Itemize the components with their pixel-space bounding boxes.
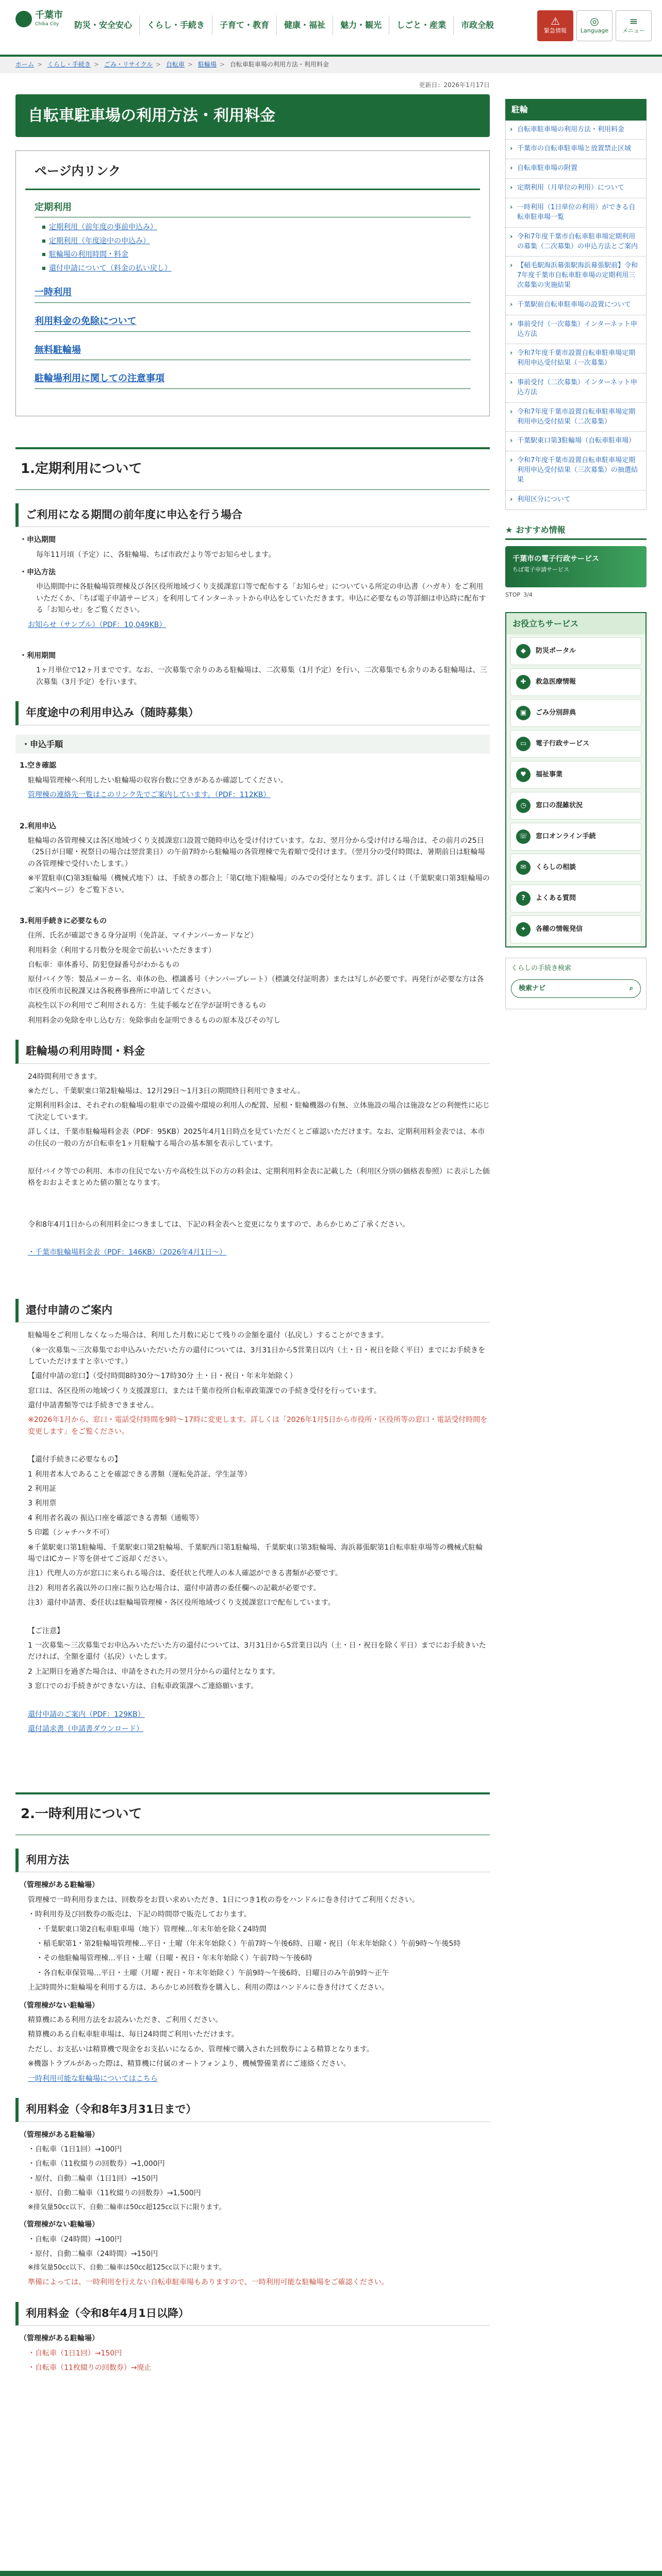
banner-sub: ちば電子申請サービス xyxy=(512,566,569,573)
clock-icon: ◷ xyxy=(516,799,531,813)
step2-note: ※平置駐車(C)第3駐輪場（機械式地下）は、手続きの都合上「第C(地下)駐輪場」のみでの受付となります。詳しくは（千葉駅東口第3駐輪場のご案内ページ）をご覧下さい。 xyxy=(28,874,490,894)
refund-guide-link[interactable]: 還付申請のご案内（PDF：129KB） xyxy=(28,1710,145,1719)
sidebar-list xyxy=(505,121,647,510)
alert-icon: ⚠ xyxy=(551,15,560,28)
language-button[interactable] xyxy=(576,10,613,41)
fee-warning: 準備によっては、一時利用を行えない自転車駐車場もありますので、一時利用可能な駐輪場をご確認ください。 xyxy=(28,2278,389,2287)
sidebar-heading: 駐輪 xyxy=(505,99,647,121)
refund-req-1: 1 利用者本人であることを確認できる書類（運転免許証、学生証等） xyxy=(28,1470,252,1479)
fee-with-office: （管理棟がある駐輪場） xyxy=(20,2130,99,2139)
refund-caution-2: 2 上記期日を過ぎた場合は、申請をされた月の翌月分からの還付となります。 xyxy=(28,1667,280,1676)
fee-until-heading: 利用料金（令和8年3月31日まで） xyxy=(15,2098,490,2122)
search-icon: ⌕ xyxy=(629,984,633,992)
temp-text-11: ※機器トラブルがあった際は、精算機に付属のオートフォンより、機械警備業者にご連絡ください。 xyxy=(28,2060,351,2069)
breadcrumb-home[interactable]: ホーム xyxy=(15,61,35,68)
service-label: 窓口オンライン手続 xyxy=(536,833,596,841)
banner-pager xyxy=(505,590,647,600)
sidebar-item[interactable]: › 千葉市の自転車駐車場と放置禁止区域 xyxy=(506,140,646,159)
heart-icon: ♥ xyxy=(516,768,531,782)
service-egov[interactable] xyxy=(510,730,641,758)
search-navi-button[interactable] xyxy=(511,979,641,998)
breadcrumb-parking[interactable]: 駐輪場 xyxy=(197,61,217,68)
sidebar-item[interactable]: › 千葉駅前自転車駐車場の設置について xyxy=(506,296,646,315)
refund-note-1: 注1）代理人の方が窓口に来られる場合は、委任状と代理人の本人確認ができる書類が必要です。 xyxy=(28,1569,342,1578)
sidebar-item[interactable]: › 令和7年度千葉市設置自転車駐車場定期利用申込受付結果（一次募集） xyxy=(506,344,646,374)
fee-item-1: ・自転車（1日1回）→100円 xyxy=(28,2145,122,2154)
temp-text-4: ・稲毛駅第1・第2駐輪場管理棟…平日・土曜（年末年始除く）午前7時～午後6時、日曜・祝日（年末年始除く）午前9時～午後5時 xyxy=(36,1940,461,1948)
fee-item-4: ・原付、自動二輪車（11枚綴りの回数券）→1,500円 xyxy=(28,2189,201,2198)
hours-text-5: 原付バイク等での利用、本市の住民でない方や高校生以下の方の料金は、定期利用料金表に記載した（利用区分別の価格表参照）に表示した価格をおおよそまとめた値の額となります。 xyxy=(28,1167,490,1188)
globe-icon: ◎ xyxy=(590,15,599,28)
service-label: 各種の情報発信 xyxy=(536,925,583,934)
refund-req-4: 4 利用者名義の 振込口座を確認できる書類（通帳等） xyxy=(28,1514,203,1522)
link-hours-fees[interactable]: 駐輪場の利用時間・料金 xyxy=(49,250,128,259)
service-label: ごみ分別辞典 xyxy=(536,709,576,717)
fee-from-heading: 利用料金（令和8年4月1日以降） xyxy=(15,2302,490,2326)
office-list-link[interactable]: 管理棟の連絡先一覧はこのリンク先でご案内しています。（PDF：112KB） xyxy=(28,791,271,800)
section-temporary-heading: 2.一時利用について xyxy=(15,1792,490,1835)
gnav-item-government[interactable]: 市政全般 xyxy=(461,20,494,30)
global-nav xyxy=(67,15,501,35)
refund-req-3: 3 利用票 xyxy=(28,1499,57,1508)
computer-icon: ▭ xyxy=(516,737,531,751)
link-regular-midyear[interactable]: 定期利用（年度途中の申込み） xyxy=(49,236,150,245)
breadcrumb: ホーム > くらし・手続き > ごみ・リサイクル > 自転車 > 駐輪場 > 自転車駐車場の利用方法・利用料金 xyxy=(0,57,662,73)
links-group-regular: 定期利用 xyxy=(35,200,471,218)
sidebar-item[interactable]: › 自転車駐車場の附置 xyxy=(506,159,646,179)
updated-date: 更新日：2026年1月17日 xyxy=(419,81,490,89)
breadcrumb-recycle[interactable]: ごみ・リサイクル xyxy=(104,61,153,68)
step3-heading: 3.利用手続きに必要なもの xyxy=(20,917,107,925)
refund-text-1: 駐輪場をご利用しなくなった場合は、利用した月数に応じて残りの金額を還付（払戻し）することができます。 xyxy=(28,1331,388,1340)
services-heading: お役立ちサービス xyxy=(506,613,646,635)
service-label: 救急医療情報 xyxy=(536,678,576,686)
hours-text-3: 定期利用料金は、それぞれの駐輪場の駐車での設備や環境の利用人の配置、屋根・駐輪機器の有無、立体施設の場合は施設などの利便性に応じて決定しています。 xyxy=(28,1101,490,1122)
cross-icon: ✚ xyxy=(516,675,531,689)
megaphone-icon: ✦ xyxy=(516,922,531,937)
sidebar-item[interactable]: › 【稲毛駅海浜幕張駅海浜幕張駅前】令和7年度千葉市自転車駐車場の定期利用三次募集の実施結果 xyxy=(506,257,646,296)
gnav-item-industry[interactable]: しごと・産業 xyxy=(389,15,454,35)
service-consult[interactable] xyxy=(510,854,641,882)
sidebar-item[interactable]: › 令和7年度千葉市設置自転車駐車場定期利用申込受付結果（三次募集）の抽選結果 xyxy=(506,451,646,490)
refund-req-head: 【還付手続きに必要なもの】 xyxy=(28,1455,122,1464)
link-notes[interactable]: 駐輪場利用に関しての注意事項 xyxy=(35,371,471,389)
req-fee: 利用料金（利用する月数分を現金で前払いいただきます） xyxy=(28,946,216,955)
menu-icon: ≡ xyxy=(629,15,638,28)
gnav-item-safety[interactable]: 防災・安全安心 xyxy=(67,15,140,35)
use-period-label: ・利用期間 xyxy=(20,652,56,660)
breadcrumb-bicycle[interactable]: 自転車 xyxy=(166,61,185,68)
services-box xyxy=(505,612,647,948)
pager-count: 3/4 xyxy=(523,591,533,599)
service-queue[interactable] xyxy=(510,792,641,820)
refund-text-5: 還付申請書類等では手続きできません。 xyxy=(28,1401,158,1410)
service-faq[interactable] xyxy=(510,885,641,912)
hours-text-2: ※ただし、千葉駅東口第2駐輪場は、12月29日～1月3日の期間終日利用できません。 xyxy=(28,1087,305,1096)
service-emergency[interactable] xyxy=(510,668,641,696)
step1-heading: 1.空き確認 xyxy=(20,761,57,770)
service-info[interactable] xyxy=(510,916,641,943)
req-id: 住所、氏名が確認できる身分証明（免許証、マイナンバーカードなど） xyxy=(28,931,258,940)
sidebar-item[interactable]: › 事前受付（一次募集）インターネット申込方法 xyxy=(506,315,646,345)
temp-text-10: ただし、お支払いは精算機で現金をお支払いになるか、管理棟で購入された回数券による精算となります。 xyxy=(28,2045,374,2054)
menu-button[interactable] xyxy=(616,10,652,41)
refund-text-3: 【還付申請の窓口】（受付時間8時30分～17時30分 土・日・祝日・年末年始除く） xyxy=(28,1372,297,1381)
site-logo[interactable] xyxy=(15,10,63,28)
fee-new-item-2: ・自転車（11枚綴りの回数券）→廃止 xyxy=(28,2364,152,2372)
temp-text-6: ・各自転車保管場…平日・土曜（月曜・祝日・年末年始除く）午前9時～午後6時、日曜日のみ午前9時～正午 xyxy=(36,1969,389,1977)
sample-pdf-link[interactable]: お知らせ（サンプル）（PDF：10,049KB） xyxy=(28,620,167,629)
logo-sub: Chiba City xyxy=(35,21,59,27)
fee-table-link[interactable]: ・千葉市駐輪場料金表（PDF：146KB）（2026年4月1日～） xyxy=(28,1248,227,1257)
prior-year-heading: ご利用になる期間の前年度に申込を行う場合 xyxy=(15,503,490,528)
service-label: 防災ポータル xyxy=(536,647,576,655)
emergency-button[interactable] xyxy=(537,10,573,41)
sidebar-item[interactable]: › 定期利用（月単位の利用）について xyxy=(506,179,646,198)
refund-ic-note: ※千葉駅東口第1駐輪場、千葉駅東口第2駐輪場、千葉駅西口第1駐輪場、千葉駅東口第3駐輪場、海浜幕張駅第1自転車駐車場等の機械式駐輪場ではICカード等を併せてご返却ください。 xyxy=(28,1543,483,1563)
service-label: 電子行政サービス xyxy=(536,740,590,748)
hours-text-6: 令和8年4月1日からの利用料金につきましては、下記の料金表へと変更になりますので、あらかじめご了承ください。 xyxy=(28,1220,410,1229)
gnav-item-living[interactable]: くらし・手続き xyxy=(140,15,212,35)
step1-text: 駐輪場管理棟へ利用したい駐輪場の収容台数に空きがあるか確認してください。 xyxy=(28,776,288,785)
recommend-section xyxy=(505,523,647,600)
fee-note-2: ※排気量50cc以下、自動二輪車は50cc超125cc以下に限ります。 xyxy=(28,2264,226,2272)
method-label: ・申込方法 xyxy=(20,568,56,577)
refund-req-2: 2 利用証 xyxy=(28,1485,57,1494)
pager-stop-button[interactable]: STOP xyxy=(505,591,520,599)
refund-caution-head: 【ご注意】 xyxy=(28,1626,64,1635)
phone-icon: ☏ xyxy=(516,829,531,844)
procedure-search xyxy=(505,958,647,1009)
fee-item-6: ・原付、自動二輪車（24時間）→150円 xyxy=(28,2250,158,2259)
recommend-title: おすすめ情報 xyxy=(516,524,566,535)
star-icon: ★ xyxy=(505,524,513,535)
sidebar-item[interactable]: › 利用区分について xyxy=(506,490,646,510)
link-refund[interactable]: 還付申請について（料金の払い戻し） xyxy=(49,264,172,273)
sidebar-item[interactable]: › 自転車駐車場の利用方法・利用料金 xyxy=(506,121,646,140)
refund-caution-3: 3 窓口でのお手続きができない方は、自転車政策課へご連絡願います。 xyxy=(28,1682,258,1691)
link-temporary[interactable]: 一時利用 xyxy=(35,285,471,303)
step2-text: 駐輪場の各管理棟又は各区地域づくり支援課窓口設置で随時申込を受け付けています。なお、翌月分から受け付ける場合は、その前月の25日（25日が日曜・祝祭日の場合は翌営業日）の午前7時から駐輪場の各管理棟で先着順で受付けます。（翌月分の受付時間は、暑期前日は駐輪場の各管理棟で受付いたします。） xyxy=(28,836,485,868)
service-label: よくある質問 xyxy=(536,894,576,903)
service-welfare[interactable] xyxy=(510,761,641,789)
e-gov-banner[interactable] xyxy=(505,546,647,587)
period-text: 毎年11月頃（予定）に、各駐輪場、ちば市政だより等でお知らせします。 xyxy=(36,550,276,559)
service-disaster[interactable] xyxy=(510,637,641,665)
temp-text-9: 精算機のある自転車駐車場は、毎日24時間ご利用いただけます。 xyxy=(28,2030,239,2039)
page-links-box xyxy=(15,150,490,416)
req-exempt: 利用料金の免除を申し込む方：免除事由を証明できるものの原本及びその写し xyxy=(28,1016,280,1025)
temp-without-office: （管理棟がない駐輪場） xyxy=(20,2001,99,2010)
refund-note-3: 注3）還付申請書、委任状は駐輪場管理棟・各区役所地域づくり支援課窓口で配布しています。 xyxy=(28,1599,335,1607)
emergency-label: 緊急情報 xyxy=(544,27,567,35)
procedure-heading: ・申込手順 xyxy=(15,735,490,754)
use-period-text: 1ヶ月単位で12ヶ月までです。なお、一次募集で余りのある駐輪場は、二次募集（1月予定）を行い、二次募集でも余りのある駐輪場は、三次募集（3月予定）を行います。 xyxy=(36,666,487,686)
link-free-parking[interactable]: 無料駐輪場 xyxy=(35,343,471,361)
sidebar-item[interactable]: › 令和7年度千葉市自転車駐車場定期利用の募集（二次募集）の申込方法とご案内 xyxy=(506,228,646,257)
breadcrumb-current: 自転車駐車場の利用方法・利用料金 xyxy=(229,61,329,68)
temp-available-link[interactable]: 一時利用可能な駐輪場についてはこちら xyxy=(28,2074,158,2083)
method-text: 申込期間中に各駐輪場管理棟及び各区役所地域づくり支援課窓口等で配布する「お知らせ」についている所定の申込書（ハガキ）をご利用いただくか、「ちば電子申請サービス」を利用してインターネットから申込をしていただきます。申込に必要なもの等詳細は申込時に配布する「お知らせ」をご覧ください。 xyxy=(36,583,486,615)
shield-icon: ◆ xyxy=(516,644,531,658)
service-label: 福祉事業 xyxy=(536,771,563,779)
temp-with-office: （管理棟がある駐輪場） xyxy=(20,1881,99,1890)
temp-text-3: ・千葉駅東口第2自転車駐車場（地下）管理棟…年末年始を除く24時間 xyxy=(36,1925,267,1934)
link-exemption[interactable]: 利用料金の免除について xyxy=(35,314,471,332)
gnav-item-education[interactable]: 子育て・教育 xyxy=(212,15,277,35)
req-student: 高校生以下の利用でご利用される方：生徒手帳など在学が証明できるもの xyxy=(28,1002,266,1010)
language-label: Language xyxy=(580,27,609,35)
site-header xyxy=(0,0,662,57)
search-navi-label: 検索ナビ xyxy=(519,984,546,992)
service-garbage[interactable] xyxy=(510,699,641,727)
service-online[interactable] xyxy=(510,823,641,851)
main-content xyxy=(15,73,490,2377)
fee-new-with-office: （管理棟がある駐輪場） xyxy=(20,2334,99,2343)
logo-text: 千葉市 xyxy=(35,10,63,21)
header-buttons xyxy=(537,10,652,41)
gnav-item-health[interactable]: 健康・福祉 xyxy=(277,15,333,35)
hours-text-1: 24時間利用できます。 xyxy=(28,1072,102,1081)
chat-icon: ✉ xyxy=(516,860,531,875)
refund-caution-1: 1 一次募集～三次募集でお申込みいただいた方の還付については、3月31日から5営業日以内（土・日・祝日を除く平日）までにお手続きいただければ、全額を還付（払戻）いたします。 xyxy=(28,1641,486,1662)
service-label: くらしの相談 xyxy=(536,863,576,872)
req-moped: 原付バイク等：製品メーカー名、車体の色、標識番号（ナンバープレート）（標識交付証明書）または写しが必要です。再発行が必要な方は各市区役所市民税課又は各税務事務所に申請してください。 xyxy=(28,975,484,995)
hours-text-4: 詳しくは、千葉市駐輪場料金表（PDF：95KB）2025年4月1日時点を見ていただくとご確認いただけます。なお、定期利用料金表では、本市の住民の一般の方が自転車を1ヶ月駐輪する場合の基本額を表示しています。 xyxy=(28,1128,485,1148)
breadcrumb-living[interactable]: くらし・手続き xyxy=(47,61,91,68)
temp-text-5: ・その他駐輪場管理棟…平日・土曜（日曜・祝日・年末年始除く）午前7時～午後6時 xyxy=(36,1954,312,1963)
refund-heading: 還付申請のご案内 xyxy=(15,1299,490,1323)
sidebar-item[interactable]: › 令和7年度千葉市設置自転車駐車場定期利用申込受付結果（二次募集） xyxy=(506,403,646,432)
banner-title: 千葉市の電子行政サービス xyxy=(512,555,599,564)
period-label: ・申込期間 xyxy=(20,536,56,545)
midyear-heading: 年度途中の利用申込み（随時募集） xyxy=(15,701,490,725)
refund-note-2: 注2）利用者名義以外の口座に振り込む場合は、還付申請書の委任欄への記載が必要です。 xyxy=(28,1584,321,1592)
refund-form-link[interactable]: 還付請求書（申請書ダウンロード） xyxy=(28,1724,143,1733)
gnav-item-tourism[interactable]: 魅力・観光 xyxy=(333,15,389,35)
link-regular-prior[interactable]: 定期利用（前年度の事前申込み） xyxy=(49,223,157,232)
question-icon: ? xyxy=(516,891,531,906)
fee-without-office: （管理棟がない駐輪場） xyxy=(20,2221,99,2229)
sidebar-item[interactable]: › 一時利用（1日単位の利用）ができる自転車駐車場一覧 xyxy=(506,198,646,228)
recommend-heading xyxy=(505,523,647,540)
refund-req-5: 5 印鑑（シャチハタ不可） xyxy=(28,1529,114,1537)
fee-item-3: ・原付、自動二輪車（1日1回）→150円 xyxy=(28,2174,158,2183)
hours-fees-heading: 駐輪場の利用時間・料金 xyxy=(15,1040,490,1064)
temp-text-8: 精算機にある利用方法をお読みいただき、ご利用ください。 xyxy=(28,2016,223,2024)
sidebar xyxy=(505,73,647,2377)
menu-label: メニュー xyxy=(622,27,645,35)
temp-text-7: 上記時間外に駐輪場を利用する方は、あらかじめ回数券を購入し、利用の際はハンドルに巻き付けてください。 xyxy=(28,1984,389,1992)
page-links-heading: ページ内リンク xyxy=(25,151,480,190)
temp-text-2: ・時利用券及び回数券の販売は、下記の時間帯で販売しております。 xyxy=(28,1910,251,1919)
refund-text-2: （※一次募集～三次募集でお申込みいただいた方の還付については、3月31日から5営業日以内（土・日・祝日を除く平日）までにお手続きをしていただけますと幸いです。） xyxy=(28,1346,486,1366)
service-label: 窓口の混雑状況 xyxy=(536,802,583,810)
fee-note-1: ※排気量50cc以下、自動二輪車は50cc超125cc以下に限ります。 xyxy=(28,2203,226,2211)
fee-item-2: ・自転車（11枚綴りの回数券）→1,000円 xyxy=(28,2160,165,2168)
fee-item-5: ・自転車（24時間）→100円 xyxy=(28,2235,122,2244)
city-emblem-icon xyxy=(15,11,32,27)
footer-strip xyxy=(0,2571,662,2576)
trash-icon: ▣ xyxy=(516,706,531,720)
procedure-search-title: くらしの手続き検索 xyxy=(511,964,572,973)
page-title: 自転車駐車場の利用方法・利用料金 xyxy=(15,94,490,137)
fee-new-item-1: ・自転車（1日1回）→150円 xyxy=(28,2349,122,2358)
sidebar-item[interactable]: › 千葉駅東口第3駐輪場（自転車駐車場） xyxy=(506,432,646,451)
refund-text-4: 窓口は、各区役所の地域づくり支援課窓口、または千葉市役所自転車政策課での手続き受付を行っています。 xyxy=(28,1386,381,1395)
step2-heading: 2.利用申込 xyxy=(20,822,57,831)
req-bicycle: 自転車：車体番号、防犯登録番号がわかるもの xyxy=(28,961,179,970)
temp-text-1: 管理棟で一時利用券または、回数券をお買い求めいただき、1日につき1枚の券をハンドルに巻き付けてご利用ください。 xyxy=(28,1895,419,1904)
sidebar-item[interactable]: › 事前受付（二次募集）インターネット申込方法 xyxy=(506,374,646,403)
refund-notice: ※2026年1月から、窓口・電話受付時間を9時～17時に変更します。詳しくは「2026年1月5日から市役所・区役所等の窓口・電話受付時間を変更します」をご覧ください。 xyxy=(28,1416,488,1436)
section-regular-heading: 1.定期利用について xyxy=(15,447,490,490)
temp-method-heading: 利用方法 xyxy=(15,1849,490,1873)
